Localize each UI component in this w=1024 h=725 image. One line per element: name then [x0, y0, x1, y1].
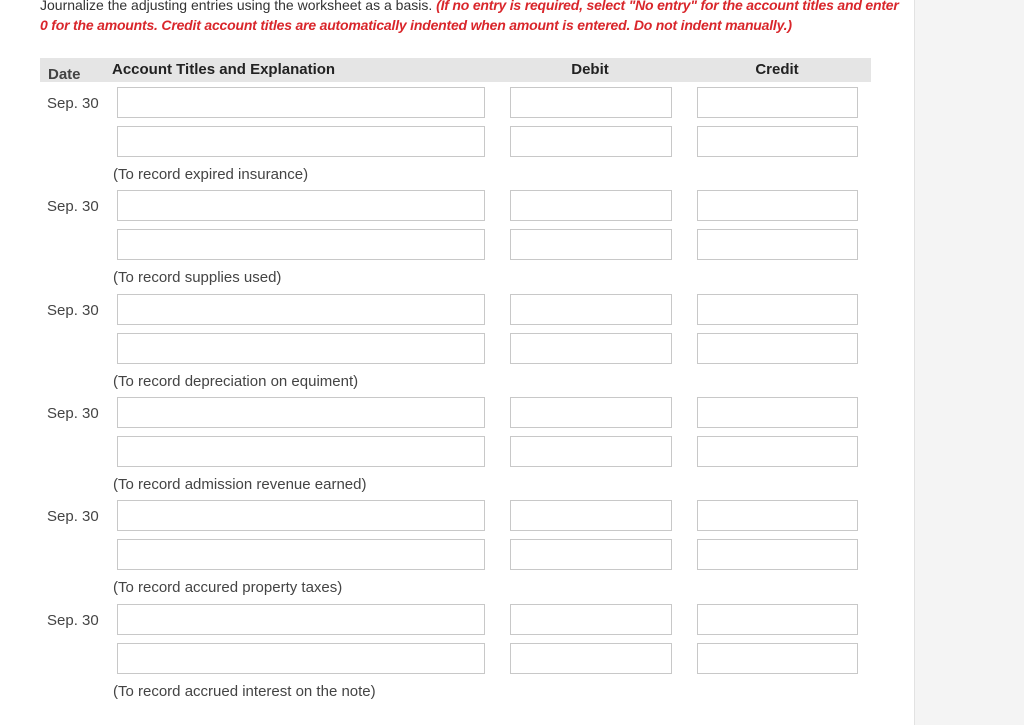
account-title-input[interactable]	[117, 397, 485, 428]
credit-input[interactable]	[697, 190, 858, 221]
entry-explanation: (To record supplies used)	[113, 269, 282, 286]
instructions-text: Journalize the adjusting entries using the worksheet as a basis.	[40, 0, 437, 13]
entry-explanation: (To record expired insurance)	[113, 166, 309, 183]
journal-entry	[0, 190, 914, 294]
entry-explanation: (To record admission revenue earned)	[113, 476, 367, 493]
entry-date: Sep. 30	[47, 508, 99, 525]
account-title-input[interactable]	[117, 436, 485, 467]
header-credit: Credit	[755, 61, 799, 78]
debit-input[interactable]	[510, 229, 672, 260]
debit-input[interactable]	[510, 294, 672, 325]
debit-input[interactable]	[510, 436, 672, 467]
credit-input[interactable]	[697, 87, 858, 118]
journal-entry	[0, 87, 914, 191]
debit-input[interactable]	[510, 190, 672, 221]
debit-input[interactable]	[510, 604, 672, 635]
account-title-input[interactable]	[117, 500, 485, 531]
debit-input[interactable]	[510, 539, 672, 570]
header-account-titles: Account Titles and Explanation	[112, 61, 336, 78]
entry-date: Sep. 30	[47, 302, 99, 319]
debit-input[interactable]	[510, 87, 672, 118]
debit-input[interactable]	[510, 643, 672, 674]
debit-input[interactable]	[510, 333, 672, 364]
instructions-warning: (If no entry is required, select "No entry" for the account titles and enter 0 for the amounts. Credit account titles are automatically indented when amount is entered. Do not indent manually.)	[40, 0, 899, 33]
credit-input[interactable]	[697, 229, 858, 260]
journal-entry	[0, 397, 914, 501]
entry-explanation: (To record accured property taxes)	[113, 579, 343, 596]
journal-entry	[0, 500, 914, 604]
entry-date: Sep. 30	[47, 198, 99, 215]
entry-date: Sep. 30	[47, 405, 99, 422]
entry-date: Sep. 30	[47, 95, 99, 112]
credit-input[interactable]	[697, 604, 858, 635]
account-title-input[interactable]	[117, 333, 485, 364]
credit-input[interactable]	[697, 436, 858, 467]
header-debit: Debit	[571, 61, 609, 78]
account-title-input[interactable]	[117, 604, 485, 635]
journal-entry	[0, 294, 914, 398]
account-title-input[interactable]	[117, 294, 485, 325]
credit-input[interactable]	[697, 397, 858, 428]
account-title-input[interactable]	[117, 539, 485, 570]
account-title-input[interactable]	[117, 229, 485, 260]
journal-entry	[0, 604, 914, 708]
credit-input[interactable]	[697, 294, 858, 325]
account-title-input[interactable]	[117, 190, 485, 221]
entry-explanation: (To record depreciation on equiment)	[113, 373, 359, 390]
entry-date: Sep. 30	[47, 612, 99, 629]
debit-input[interactable]	[510, 126, 672, 157]
credit-input[interactable]	[697, 333, 858, 364]
credit-input[interactable]	[697, 643, 858, 674]
instructions	[40, 0, 900, 35]
credit-input[interactable]	[697, 500, 858, 531]
credit-input[interactable]	[697, 539, 858, 570]
debit-input[interactable]	[510, 500, 672, 531]
credit-input[interactable]	[697, 126, 858, 157]
header-date: Date	[48, 66, 81, 83]
account-title-input[interactable]	[117, 643, 485, 674]
debit-input[interactable]	[510, 397, 672, 428]
account-title-input[interactable]	[117, 126, 485, 157]
journal-table-header	[40, 58, 871, 82]
account-title-input[interactable]	[117, 87, 485, 118]
entry-explanation: (To record accrued interest on the note)	[113, 683, 376, 700]
